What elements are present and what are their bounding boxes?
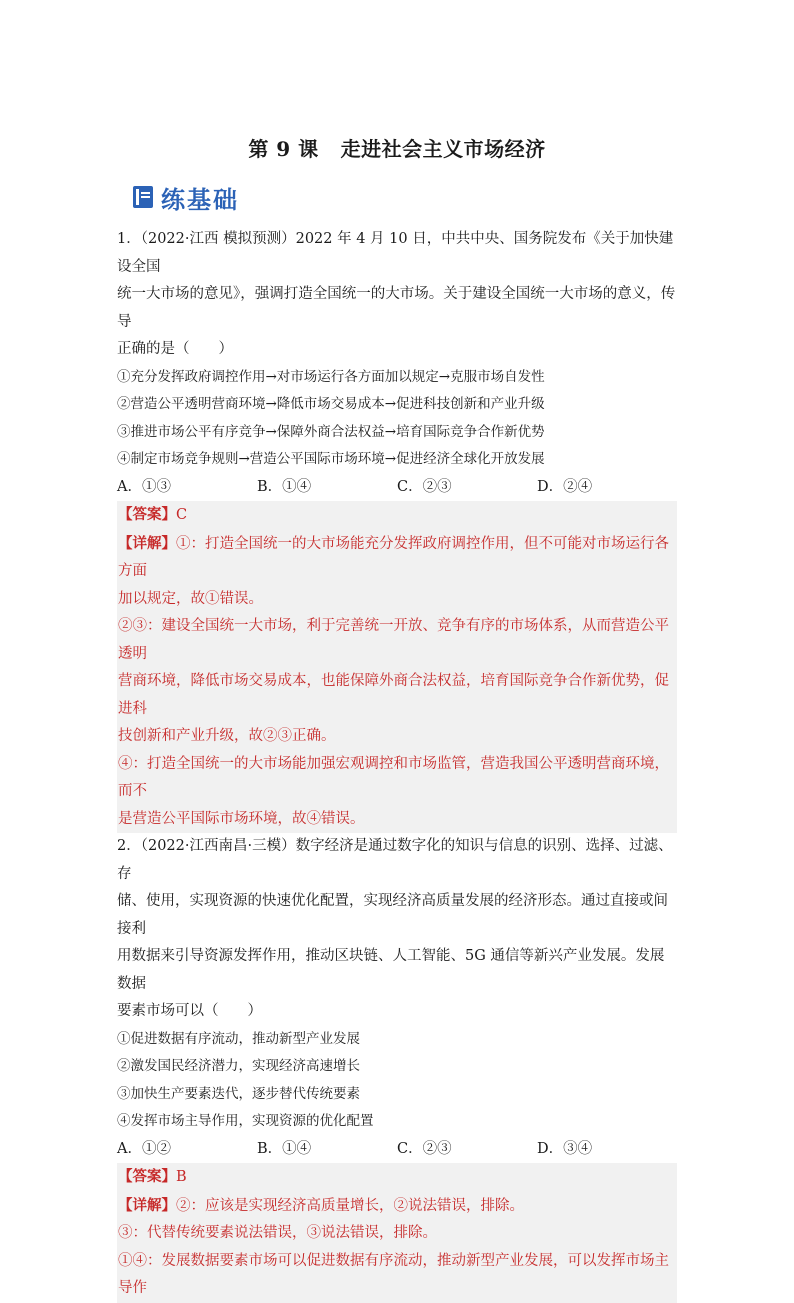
- explanation-line: 加以规定，故①错误。: [118, 590, 263, 607]
- detail-tag: 【详解】: [118, 1196, 176, 1214]
- question-2-answer: [117, 1163, 677, 1192]
- question-2-stem-line-1: 2．（2022·江西南昌·三模）数字经济是通过数字化的知识与信息的识别、选择、过滤、存: [117, 838, 673, 882]
- explanation-line: 是营造公平国际市场环境，故④错误。: [118, 810, 365, 827]
- question-2-choices: [117, 1136, 677, 1164]
- choice-a: A．①②: [117, 1140, 171, 1157]
- answer-value: C: [176, 507, 188, 523]
- lesson-name: 走进社会主义市场经济: [340, 137, 546, 161]
- question-2-statement-1: ①促进数据有序流动，推动新型产业发展: [117, 1030, 360, 1047]
- explanation-line: ③：代替传统要素说法错误，③说法错误，排除。: [118, 1225, 437, 1241]
- explanation-line: [118, 530, 677, 586]
- question-2-stem-line-3: 用数据来引导资源发挥作用，推动区块链、人工智能、5G 通信等新兴产业发展。发展数据: [117, 948, 665, 992]
- section-header: [133, 181, 239, 213]
- question-1-stem-line-1: 1．（2022·江西 模拟预测）2022 年 4 月 10 日，中共中央、国务院发布《关于加快建设全国: [117, 231, 674, 275]
- detail-tag: 【详解】: [118, 534, 176, 552]
- lesson-number: 第 9 课: [248, 137, 319, 161]
- question-1-stem-line-3: 正确的是（ ）: [117, 341, 233, 357]
- question-2: [117, 833, 677, 1303]
- question-2-statement-4: ④发挥市场主导作用，实现资源的优化配置: [117, 1113, 374, 1129]
- choice-c: C．②③: [397, 1140, 452, 1157]
- explanation-line: ②③：建设全国统一大市场，利于完善统一开放、竞争有序的市场体系，从而营造公平透明: [118, 618, 669, 662]
- question-1-stem-line-2: 统一大市场的意见》，强调打造全国统一的大市场。关于建设全国统一大市场的意义，传导: [117, 286, 676, 330]
- explanation-line: ④：打造全国统一的大市场能加强宏观调控和市场监管，营造我国公平透明营商环境，而不: [118, 755, 669, 799]
- section-label: 练基础: [161, 185, 239, 214]
- question-2-statement-3: ③加快生产要素迭代，逐步替代传统要素: [117, 1085, 360, 1102]
- choice-d: D．③④: [537, 1140, 593, 1157]
- explanation-line: 营商环境，降低市场交易成本，也能保障外商合法权益，培育国际竞争合作新优势，促进科: [118, 673, 669, 717]
- choice-a: A．①③: [117, 478, 171, 495]
- explanation-text: ②：应该是实现经济高质量增长，②说法错误，排除。: [176, 1197, 524, 1214]
- question-2-stem-line-2: 储、使用，实现资源的快速优化配置，实现经济高质量发展的经济形态。通过直接或间接利: [117, 893, 668, 937]
- choice-d: D．②④: [537, 478, 593, 495]
- answer-tag: 【答案】: [118, 506, 176, 523]
- answer-tag: 【答案】: [118, 1168, 176, 1185]
- question-1-statement-1: ①充分发挥政府调控作用→对市场运行各方面加以规定→克服市场自发性: [117, 368, 545, 385]
- question-1-answer: [117, 501, 677, 530]
- explanation-line: 技创新和产业升级，故②③正确。: [118, 728, 336, 744]
- question-1-explanation: [117, 530, 677, 834]
- question-1: [117, 226, 677, 833]
- book-icon: [133, 186, 153, 208]
- question-1-statement-3: ③推进市场公平有序竞争→保障外商合法权益→培育国际竞争合作新优势: [117, 423, 545, 440]
- question-1-statement-2: ②营造公平透明营商环境→降低市场交易成本→促进科技创新和产业升级: [117, 396, 545, 412]
- question-2-statement-2: ②激发国民经济潜力，实现经济高速增长: [117, 1058, 360, 1074]
- question-list: [117, 226, 677, 1303]
- question-2-explanation: [117, 1192, 677, 1303]
- choice-b: B．①④: [257, 1140, 312, 1157]
- question-1-choices: [117, 474, 677, 502]
- choice-b: B．①④: [257, 478, 312, 495]
- explanation-text: ①：打造全国统一的大市场能充分发挥政府调控作用，但不可能对市场运行各方面: [118, 535, 669, 579]
- choice-c: C．②③: [397, 478, 452, 495]
- question-1-statement-4: ④制定市场竞争规则→营造公平国际市场环境→促进经济全球化开放发展: [117, 451, 545, 467]
- page-title: [0, 133, 794, 162]
- explanation-line: ①④：发展数据要素市场可以促进数据有序流动，推动新型产业发展，可以发挥市场主导作: [118, 1252, 669, 1296]
- answer-value: B: [176, 1169, 187, 1185]
- explanation-line: [118, 1192, 677, 1221]
- question-2-stem-line-4: 要素市场可以（ ）: [117, 1003, 262, 1019]
